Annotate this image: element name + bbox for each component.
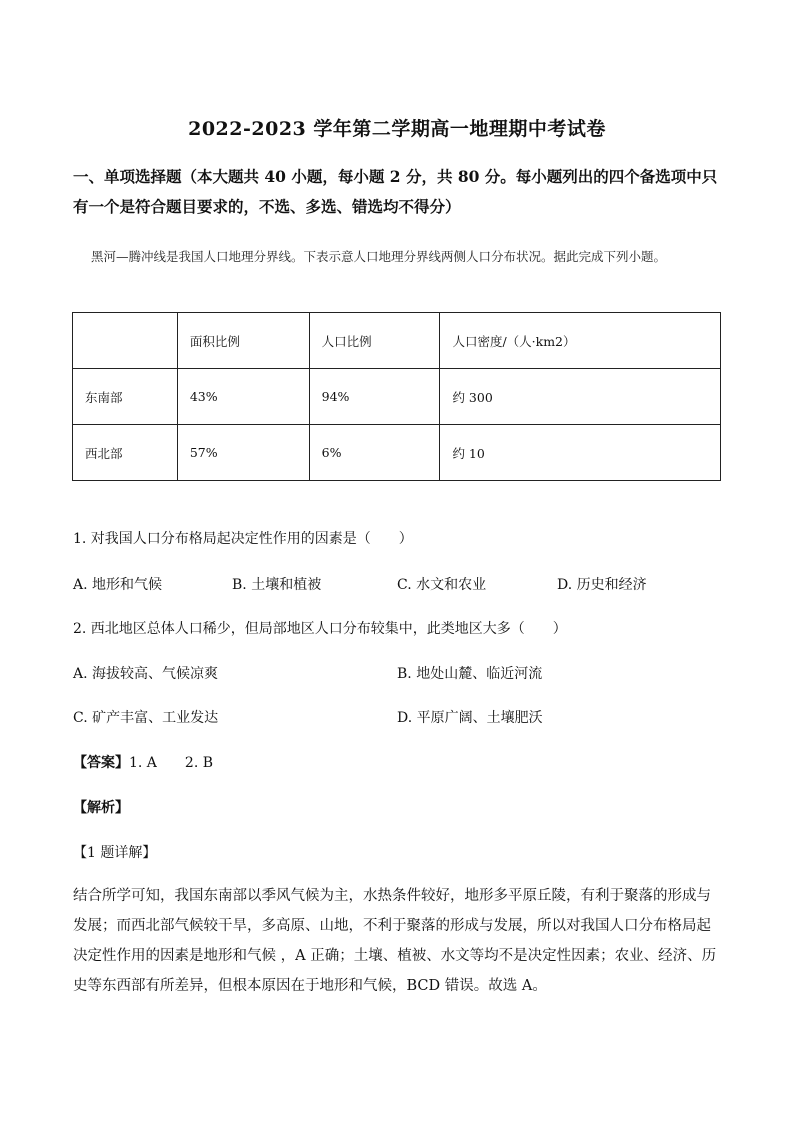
table-header-row: [73, 313, 721, 369]
answer-line: [73, 752, 213, 772]
table-cell: 94%: [309, 369, 440, 425]
section-heading: 一、单项选择题（本大题共 40 小题，每小题 2 分，共 80 分。每小题列出的四个备选项中只有一个是符合题目要求的，不选、多选、错选均不得分）: [73, 167, 718, 216]
table-cell: 6%: [309, 425, 440, 481]
table-row: [73, 369, 721, 425]
question-1-option-c: C. 水文和农业: [397, 577, 487, 593]
question-1-stem: 1. 对我国人口分布格局起决定性作用的因素是（ ）: [73, 531, 413, 547]
table-header-cell: 人口密度/（人·km2）: [440, 313, 721, 369]
exam-title: 2022-2023 学年第二学期高一地理期中考试卷: [188, 118, 606, 140]
question-2-stem: 2. 西北地区总体人口稀少，但局部地区人口分布较集中，此类地区大多（ ）: [73, 621, 567, 637]
question-2-option-c: C. 矿产丰富、工业发达: [73, 710, 219, 726]
question-intro: 黑河—腾冲线是我国人口地理分界线。下表示意人口地理分界线两侧人口分布状况。据此完成下列小题。: [91, 249, 667, 264]
question-2-option-b: B. 地处山麓、临近河流: [397, 666, 543, 682]
detail-label: 【1 题详解】: [73, 845, 157, 861]
population-table: [72, 312, 721, 481]
answer-label: 【答案】: [73, 755, 129, 771]
question-2-option-d: D. 平原广阔、土壤肥沃: [397, 710, 543, 726]
explanation-text: 结合所学可知，我国东南部以季风气候为主，水热条件较好，地形多平原丘陵，有利于聚落的形成与发展；而西北部气候较干旱，多高原、山地，不利于聚落的形成与发展，所以对我国人口分布格局起决定性作用的因素是地形和气候 ，A 正确；土壤、植被、水文等均不是决定性因素；农业、经济、历史等东西部有所差异，但根本原因在于地形和气候，BCD 错误。故选 A。: [73, 888, 717, 994]
analysis-label: 【解析】: [73, 800, 129, 816]
question-1-option-d: D. 历史和经济: [557, 577, 647, 593]
table-cell: 43%: [177, 369, 309, 425]
table-cell: 约 10: [440, 425, 721, 481]
table-header-cell: 面积比例: [177, 313, 309, 369]
question-1-option-b: B. 土壤和植被: [232, 577, 322, 593]
question-2-option-a: A. 海拔较高、气候凉爽: [73, 666, 219, 682]
table-cell: 57%: [177, 425, 309, 481]
table-cell: 东南部: [73, 369, 178, 425]
table-header-cell: [73, 313, 178, 369]
table-cell: 西北部: [73, 425, 178, 481]
table-cell: 约 300: [440, 369, 721, 425]
table-header-cell: 人口比例: [309, 313, 440, 369]
answer-text: 1. A 2. B: [129, 755, 214, 771]
question-1-option-a: A. 地形和气候: [73, 577, 163, 593]
table-row: [73, 425, 721, 481]
